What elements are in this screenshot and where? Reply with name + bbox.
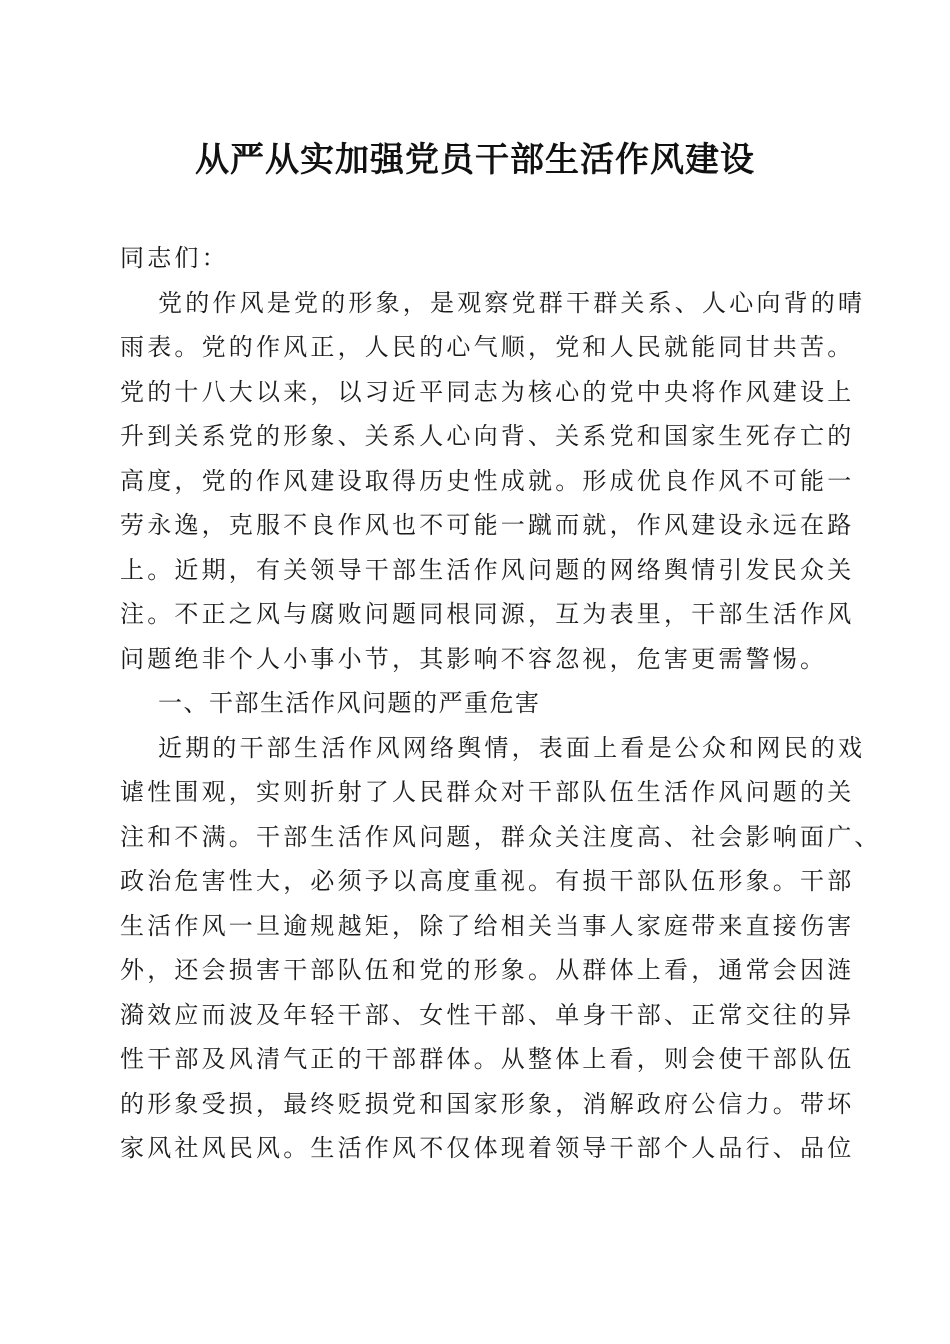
- salutation: 同志们：: [120, 244, 229, 272]
- paragraph-line: 家风社风民风。生活作风不仅体现着领导干部个人品行、品位: [120, 1134, 855, 1162]
- paragraph-line: 党的作风是党的形象，是观察党群干群关系、人心向背的晴: [158, 288, 866, 317]
- paragraph-line: 漪效应而波及年轻干部、女性干部、单身干部、正常交往的异: [120, 1000, 855, 1029]
- paragraph-line: 问题绝非个人小事小节，其影响不容忽视，危害更需警惕。: [120, 644, 828, 673]
- paragraph-line: 党的十八大以来，以习近平同志为核心的党中央将作风建设上: [120, 377, 855, 406]
- paragraph-line: 雨表。党的作风正，人民的心气顺，党和人民就能同甘共苦。: [120, 333, 855, 361]
- paragraph-line: 注。不正之风与腐败问题同根同源，互为表里，干部生活作风: [120, 600, 855, 628]
- body-lines: [120, 281, 882, 1171]
- document-title: 从严从实加强党员干部生活作风建设: [195, 140, 755, 180]
- paragraph-line: 外，还会损害干部队伍和党的形象。从群体上看，通常会因涟: [120, 956, 855, 984]
- paragraph-line: 生活作风一旦逾规越矩，除了给相关当事人家庭带来直接伤害: [120, 911, 855, 940]
- paragraph-line: 政治危害性大，必须予以高度重视。有损干部队伍形象。干部: [120, 867, 855, 895]
- section-heading: 一、干部生活作风问题的严重危害: [158, 689, 541, 717]
- paragraph-line: 升到关系党的形象、关系人心向背、关系党和国家生死存亡的: [120, 422, 855, 450]
- paragraph-line: 劳永逸，克服不良作风也不可能一蹴而就，作风建设永远在路: [120, 511, 855, 539]
- paragraph-line: 注和不满。干部生活作风问题，群众关注度高、社会影响面广、: [120, 822, 882, 851]
- paragraph-line: 近期的干部生活作风网络舆情，表面上看是公众和网民的戏: [158, 733, 866, 762]
- paragraph-line: 上。近期，有关领导干部生活作风问题的网络舆情引发民众关: [120, 555, 855, 584]
- paragraph-line: 性干部及风清气正的干部群体。从整体上看，则会使干部队伍: [120, 1045, 855, 1073]
- document-body: [120, 236, 882, 1171]
- paragraph-line: 高度，党的作风建设取得历史性成就。形成优良作风不可能一: [120, 466, 855, 495]
- paragraph-line: 的形象受损，最终贬损党和国家形象，消解政府公信力。带坏: [120, 1089, 855, 1118]
- paragraph-line: 谑性围观，实则折射了人民群众对干部队伍生活作风问题的关: [120, 778, 855, 806]
